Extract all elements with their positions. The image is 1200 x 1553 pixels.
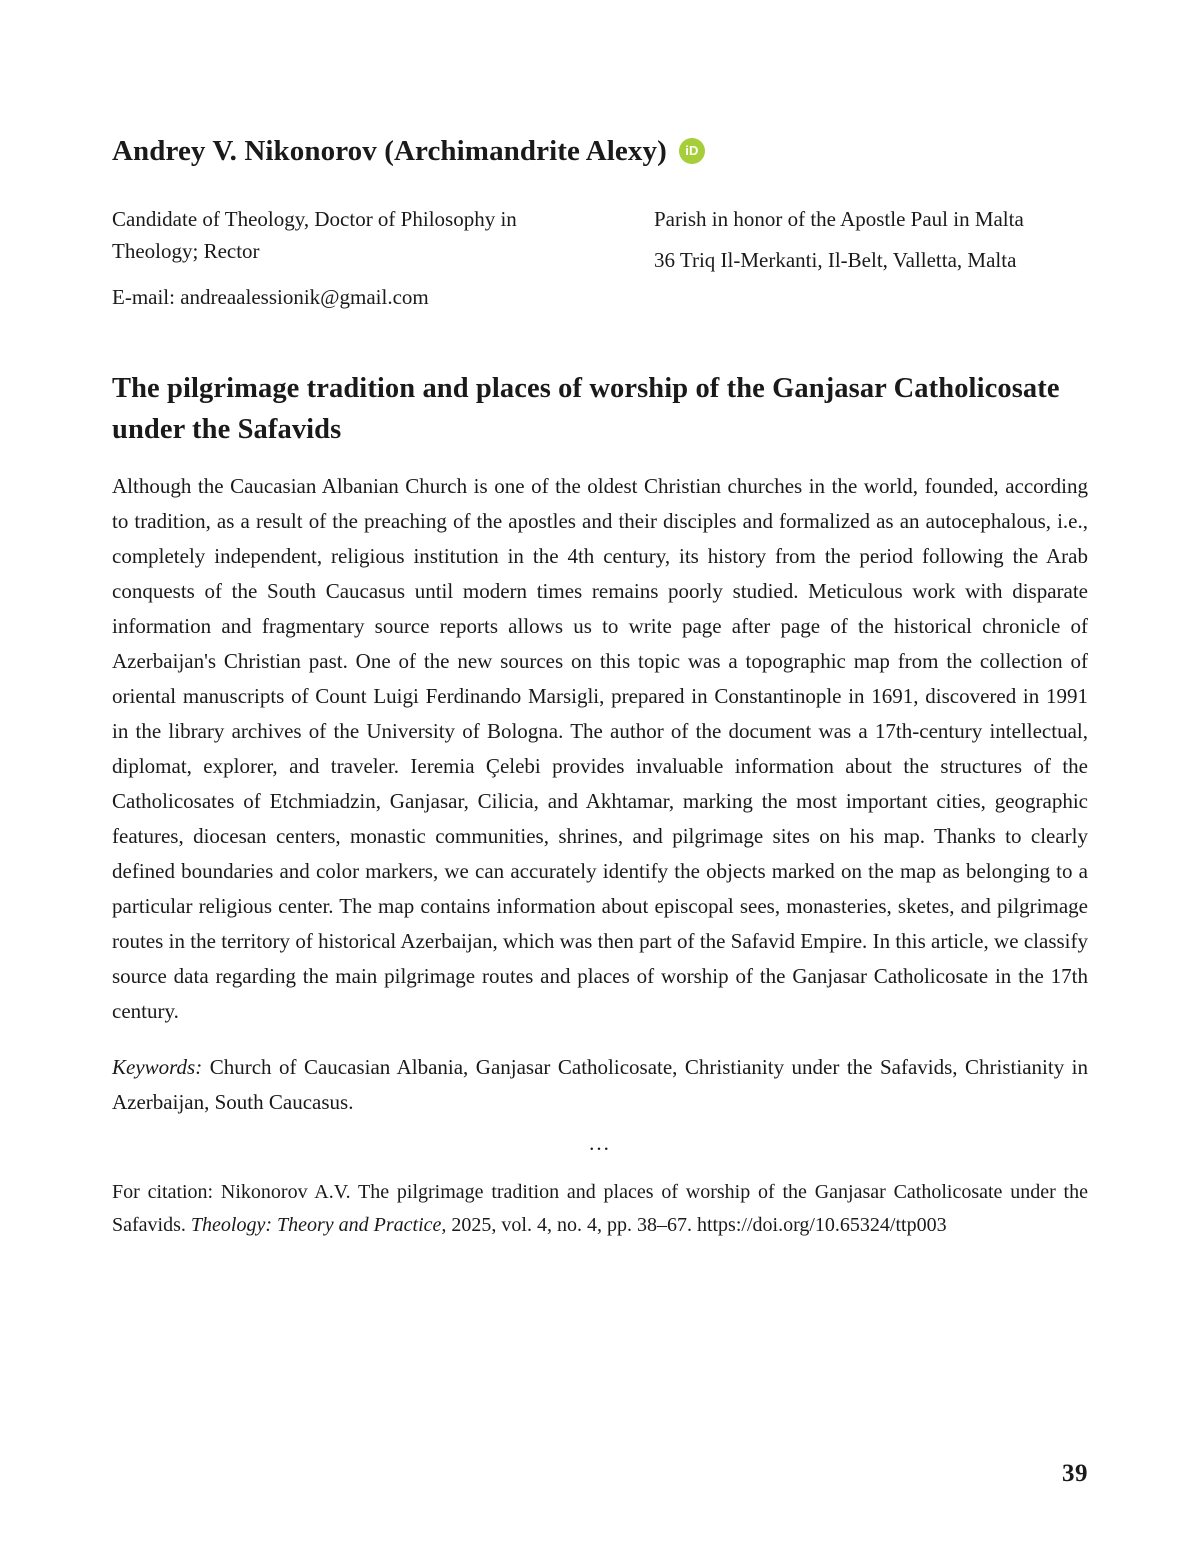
affiliation-address: 36 Triq Il-Merkanti, Il-Belt, Valletta, Malta <box>654 248 1017 273</box>
author-credentials: Candidate of Theology, Doctor of Philosophy in Theology; Rector <box>112 207 517 264</box>
author-name: Andrey V. Nikonorov (Archimandrite Alexy) <box>112 135 667 167</box>
page-content <box>112 0 1088 1242</box>
affiliation-parish: Parish in honor of the Apostle Paul in Malta <box>654 207 1024 232</box>
affiliation-right-column <box>654 203 1088 313</box>
abstract-paragraph: Although the Caucasian Albanian Church is one of the oldest Christian churches in the world, founded, according to tradition, as a result of the preaching of the apostles and their disciples and formalized as an autocephalous, i.e., completely independent, religious institution in the 4th century, its history from the period following the Arab conquests of the South Caucasus until modern times remains poorly studied. Meticulous work with disparate information and fragmentary source reports allows us to write page after page of the historical chronicle of Azerbaijan's Christian past. One of the new sources on this topic was a topographic map from the collection of oriental manuscripts of Count Luigi Ferdinando Marsigli, prepared in Constantinople in 1691, discovered in 1991 in the library archives of the University of Bologna. The author of the document was a 17th-century intellectual, diplomat, explorer, and traveler. Ieremia Çelebi provides invaluable information about the structures of the Catholicosates of Etchmiadzin, Ganjasar, Cilicia, and Akhtamar, marking the most important cities, geographic features, diocesan centers, monastic communities, shrines, and pilgrimage sites on his map. Thanks to clearly defined boundaries and color markers, we can accurately identify the objects marked on the map as belonging to a particular religious center. The map contains information about episcopal sees, monasteries, sketes, and pilgrimage routes in the territory of historical Azerbaijan, which was then part of the Safavid Empire. In this article, we classify source data regarding the main pilgrimage routes and places of worship of the Ganjasar Catholicosate in the 17th century. <box>112 474 1088 1024</box>
author-heading <box>112 133 1088 169</box>
citation-journal-name: Theology: Theory and Practice, <box>190 1214 447 1237</box>
citation-prefix: For citation: Nikonorov A.V. The pilgrimage tradition and places of worship of the Ganjasar Catholicosate under the Safavids. <box>112 1181 1088 1237</box>
keywords-text: Church of Caucasian Albania, Ganjasar Catholicosate, Christianity under the Safavids, Christianity in Azerbaijan, South Caucasus. <box>112 1055 1088 1115</box>
article-title: The pilgrimage tradition and places of worship of the Ganjasar Catholicosate under the Safavids <box>112 373 1060 445</box>
author-email: E-mail: andreaalessionik@gmail.com <box>112 285 429 310</box>
keywords-label: Keywords: <box>112 1055 203 1080</box>
affiliation-block <box>112 203 1088 313</box>
keywords-paragraph <box>112 1050 1088 1120</box>
affiliation-left-column <box>112 203 592 313</box>
citation-paragraph <box>112 1176 1088 1242</box>
section-separator: ... <box>589 1131 611 1156</box>
orcid-id-icon[interactable]: iD <box>679 138 705 164</box>
citation-suffix: 2025, vol. 4, no. 4, pp. 38–67. https://doi.org/10.65324/ttp003 <box>446 1214 947 1237</box>
page-number: 39 <box>1062 1460 1088 1487</box>
